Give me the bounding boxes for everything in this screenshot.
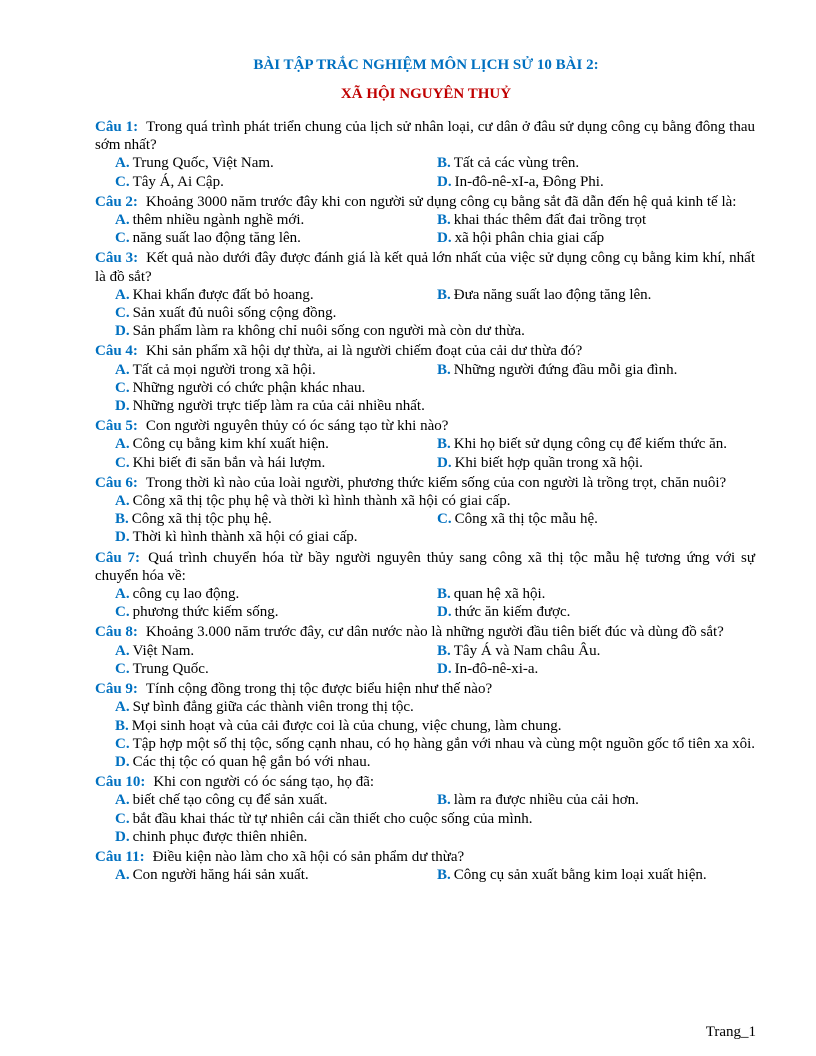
option-label: A. [115,361,130,378]
option-text: Những người đứng đầu mỗi gia đình. [453,361,678,378]
option-label: D. [437,173,452,190]
option-text: chinh phục được thiên nhiên. [132,828,308,845]
option-row [95,286,755,304]
option-label: D. [115,323,130,340]
option-text: Sản xuất đủ nuôi sống cộng đồng. [132,305,337,322]
answer-option [437,229,757,247]
option-text: Đưa năng suất lao động tăng lên. [453,286,652,303]
answer-option [437,660,757,678]
option-label: A. [115,286,130,303]
answer-option [437,211,757,229]
document-title: BÀI TẬP TRẮC NGHIỆM MÔN LỊCH SỬ 10 BÀI 2: [253,57,599,73]
answer-option [115,322,755,340]
answer-option [115,454,437,472]
page-number: Trang_1 [705,1024,756,1040]
answer-option [437,585,757,603]
answer-option [437,866,757,884]
option-text: Những người trực tiếp làm ra của cải nhiều nhất. [132,398,425,415]
option-label: A. [115,699,130,716]
option-label: C. [115,305,130,322]
option-label: A. [115,212,130,229]
question [95,549,755,585]
answer-option [437,791,757,809]
answer-option [115,828,755,846]
answer-option [115,304,755,322]
option-row [95,154,755,172]
option-label: B. [437,212,451,229]
option-label: B. [437,286,451,303]
answer-option [115,173,437,191]
option-row [95,379,755,397]
option-text: khai thác thêm đất đai trồng trọt [453,212,647,229]
question-text: Khi con người có óc sáng tạo, họ đã: [153,774,375,791]
question-number: Câu 7: [95,549,141,566]
option-label: B. [437,867,451,884]
option-row [95,454,755,472]
option-text: Công xã thị tộc mẫu hệ. [454,511,598,528]
option-label: D. [437,604,452,621]
answer-option [115,397,755,415]
question-text: Khi sản phẩm xã hội dự thừa, ai là người chiếm đoạt của cải dư thừa đó? [145,343,583,360]
option-label: D. [437,454,452,471]
option-text: Khi họ biết sử dụng công cụ để kiếm thức ăn. [453,436,728,453]
option-label: A. [115,155,130,172]
question-list [95,116,755,884]
question-number: Câu 5: [95,418,138,435]
answer-option [115,229,437,247]
answer-option [115,735,755,753]
option-row [95,435,755,453]
option-text: Việt Nam. [132,642,195,659]
answer-option [437,435,757,453]
option-label: C. [115,660,130,677]
question-text: Điều kiện nào làm cho xã hội có sản phẩm dư thừa? [152,848,465,865]
question [95,474,755,492]
option-row [95,810,755,828]
question-number: Câu 4: [95,343,138,360]
option-row [95,828,755,846]
question [95,193,755,211]
answer-option [115,286,437,304]
question-number: Câu 8: [95,624,138,641]
option-text: Trung Quốc, Việt Nam. [132,155,274,172]
option-text: Tây Á, Ai Cập. [132,173,224,190]
question [95,848,755,866]
question-text: Kết quả nào dưới đây được đánh giá là kết quả lớn nhất của việc sử dụng công cụ bằng kim khí, nhất là đồ sắt? [95,250,755,285]
question-number: Câu 2: [95,193,138,210]
option-row [95,866,755,884]
option-label: D. [115,753,130,770]
question-number: Câu 10: [95,774,146,791]
option-text: bắt đầu khai thác từ tự nhiên cái cần thiết cho cuộc sống của mình. [132,810,533,827]
option-row [95,698,755,716]
option-text: Khai khẩn được đất bỏ hoang. [132,286,314,303]
question [95,623,755,641]
option-row [95,229,755,247]
option-text: In-đô-nê-xi-a. [454,660,539,677]
answer-option [437,642,757,660]
question-number: Câu 9: [95,681,138,698]
option-label: B. [115,511,129,528]
question-text: Tính cộng đồng trong thị tộc được biểu hiện như thế nào? [145,681,493,698]
question [95,417,755,435]
answer-option [115,603,437,621]
question-text: Khoảng 3000 năm trước đây khi con người sử dụng công cụ bằng sắt đã dẫn đến hệ quả kinh tế là: [145,193,737,210]
option-text: Tây Á và Nam châu Âu. [453,642,601,659]
option-text: năng suất lao động tăng lên. [132,230,301,247]
option-row [95,397,755,415]
option-text: Những người có chức phận khác nhau. [132,379,366,396]
option-text: Khi biết đi săn bắn và hái lượm. [132,454,326,471]
question [95,249,755,285]
question-number: Câu 1: [95,119,139,135]
answer-option [115,510,437,528]
option-row [95,791,755,809]
answer-option [115,435,437,453]
option-label: B. [437,155,451,172]
answer-option [115,528,755,546]
answer-option [115,211,437,229]
option-label: C. [115,454,130,471]
option-text: Sản phẩm làm ra không chỉ nuôi sống con người mà còn dư thừa. [132,323,525,340]
option-row [95,528,755,546]
question-number: Câu 6: [95,474,138,491]
option-label: D. [115,529,130,546]
answer-option [437,361,757,379]
option-text: Công xã thị tộc phụ hệ. [131,511,272,528]
option-label: A. [115,867,130,884]
option-label: B. [437,436,451,453]
answer-option [437,454,757,472]
option-label: D. [437,660,452,677]
option-label: A. [115,586,130,603]
option-label: B. [437,361,451,378]
option-text: làm ra được nhiều của cải hơn. [453,792,639,809]
answer-option [115,660,437,678]
option-text: Mọi sinh hoạt và của cải được coi là của chung, việc chung, làm chung. [131,717,562,734]
answer-option [115,642,437,660]
question [95,773,755,791]
option-text: Con người hăng hái sản xuất. [132,867,309,884]
option-label: A. [115,493,130,510]
option-row [95,717,755,735]
option-label: B. [437,642,451,659]
option-label: A. [115,642,130,659]
option-row [95,642,755,660]
option-row [95,211,755,229]
answer-option [437,510,757,528]
option-label: C. [115,810,130,827]
question-text: Khoảng 3.000 năm trước đây, cư dân nước nào là những người đầu tiên biết đúc và dùng đồ sắt? [145,624,724,641]
option-label: B. [115,717,129,734]
question [95,118,755,154]
option-text: quan hệ xã hội. [453,586,546,603]
answer-option [437,173,757,191]
option-text: biết chế tạo công cụ để sản xuất. [132,792,328,809]
document-subtitle: XÃ HỘI NGUYÊN THUỶ [340,86,512,102]
option-text: Sự bình đẳng giữa các thành viên trong thị tộc. [132,699,414,716]
option-row [95,753,755,771]
answer-option [115,753,755,771]
answer-option [115,866,437,884]
question-text: Quá trình chuyển hóa từ bầy người nguyên thủy sang công xã thị tộc mẫu hệ tương ứng với sự chuyển hóa về: [95,549,756,584]
option-text: phương thức kiếm sống. [132,604,279,621]
option-text: thức ăn kiếm được. [454,604,571,621]
answer-option [437,286,757,304]
option-row [95,304,755,322]
question-text: Trong quá trình phát triển chung của lịch sử nhân loại, cư dân ở đâu sử dụng công cụ bằng đông thau sớm nhất? [95,119,755,154]
option-row [95,492,755,510]
option-label: A. [115,436,130,453]
option-text: xã hội phân chia giai cấp [454,230,605,247]
option-text: Công cụ sản xuất bằng kim loại xuất hiện. [453,867,707,884]
question-number: Câu 3: [95,250,139,267]
answer-option [115,492,755,510]
question-number: Câu 11: [95,848,145,865]
option-row [95,735,755,753]
question [95,342,755,360]
option-text: Tất cả các vùng trên. [453,155,580,172]
answer-option [437,154,757,172]
option-row [95,173,755,191]
option-text: Công cụ bằng kim khí xuất hiện. [132,436,329,453]
option-text: In-đô-nê-xI-a, Đông Phi. [454,173,604,190]
option-label: C. [115,379,130,396]
option-text: Công xã thị tộc phụ hệ và thời kì hình thành xã hội có giai cấp. [132,493,511,510]
option-text: thêm nhiều ngành nghề mới. [132,212,305,229]
option-row [95,585,755,603]
option-label: D. [437,230,452,247]
option-text: Khi biết hợp quần trong xã hội. [454,454,643,471]
answer-option [437,603,757,621]
answer-option [115,361,437,379]
option-text: Tập hợp một số thị tộc, sống cạnh nhau, có họ hàng gắn với nhau và cùng một nguồn gốc tổ tiên xa xôi. [132,735,756,752]
option-row [95,603,755,621]
answer-option [115,379,755,397]
option-text: Thời kì hình thành xã hội có giai cấp. [132,529,358,546]
option-text: Tất cả mọi người trong xã hội. [132,361,316,378]
option-row [95,322,755,340]
option-row [95,361,755,379]
answer-option [115,585,437,603]
answer-option [115,791,437,809]
option-label: D. [115,398,130,415]
option-text: công cụ lao động. [132,586,240,603]
answer-option [115,154,437,172]
option-label: C. [115,173,130,190]
option-label: C. [437,511,452,528]
option-text: Các thị tộc có quan hệ gắn bó với nhau. [132,753,371,770]
question-text: Con người nguyên thủy có óc sáng tạo từ khi nào? [145,418,449,435]
answer-option [115,717,755,735]
option-row [95,510,755,528]
option-label: C. [115,735,130,752]
option-label: D. [115,828,130,845]
question [95,680,755,698]
option-label: A. [115,792,130,809]
option-label: C. [115,230,130,247]
option-text: Trung Quốc. [132,660,209,677]
option-label: C. [115,604,130,621]
question-text: Trong thời kì nào của loài người, phương thức kiếm sống của con người là trồng trọt, chăn nuôi? [145,474,727,491]
answer-option [115,698,755,716]
option-label: B. [437,792,451,809]
answer-option [115,810,755,828]
option-row [95,660,755,678]
option-label: B. [437,586,451,603]
